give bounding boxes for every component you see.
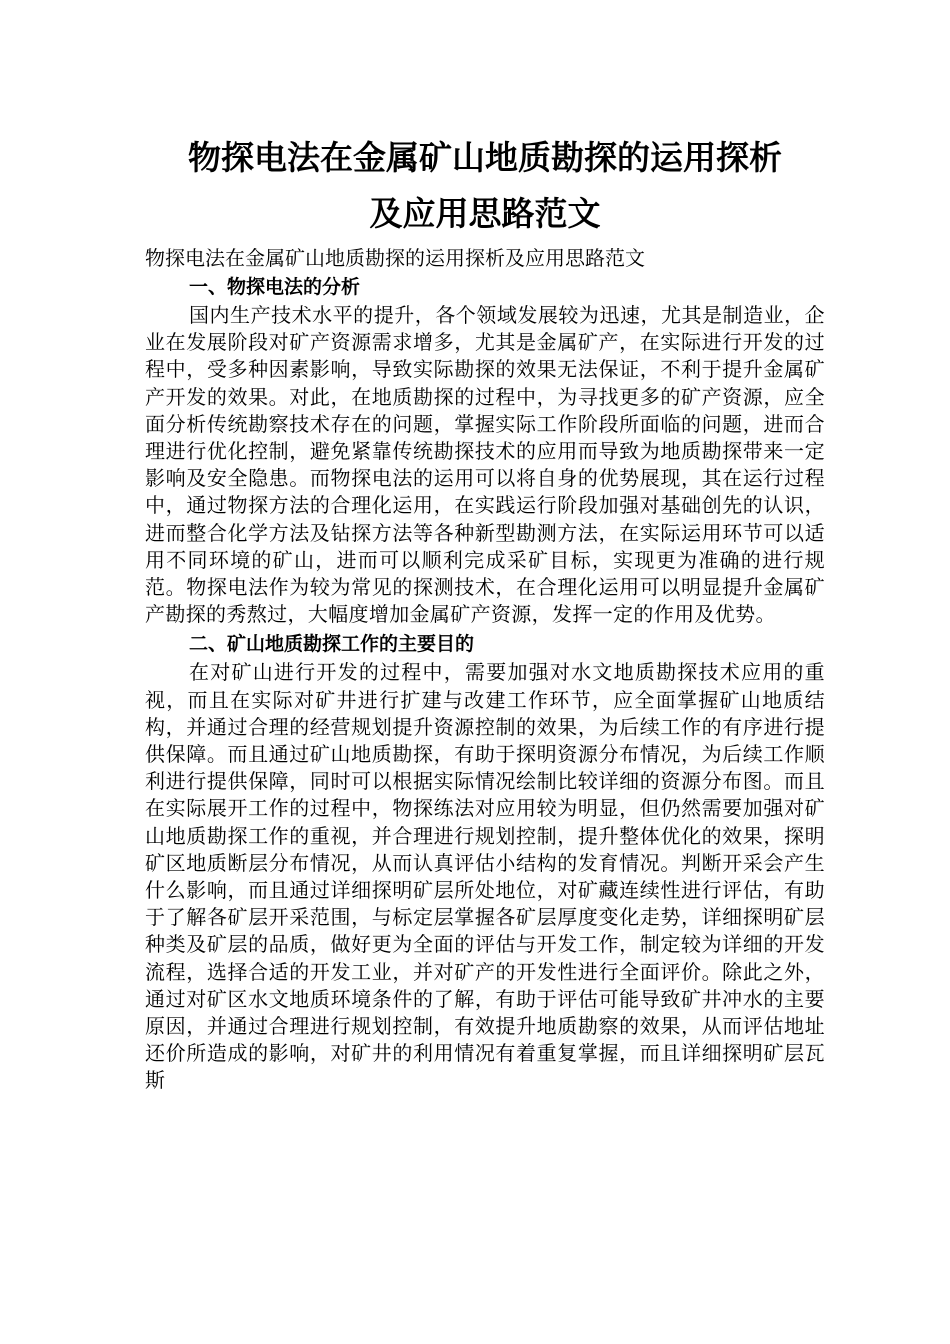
document-page xyxy=(145,130,825,1097)
title-line-2: 及应用思路范文 xyxy=(369,194,601,233)
document-subtitle: 物探电法在金属矿山地质勘探的运用探析及应用思路范文 xyxy=(145,246,645,270)
section-1 xyxy=(145,273,825,628)
section-paragraph: 国内生产技术水平的提升，各个领域发展较为迅速，尤其是制造业，企业在发展阶段对矿产资源需求增多，尤其是金属矿产，在实际进行开发的过程中，受多种因素影响，导致实际勘探的效果无法保证，不利于提升金属矿产开发的效果。对此，在地质勘探的过程中，为寻找更多的矿产资源，应全面分析传统勘察技术存在的问题，掌握实际工作阶段所面临的问题，进而合理进行优化控制，避免紧靠传统勘探技术的应用而导致为地质勘探带来一定影响及安全隐患。而物探电法的运用可以将自身的优势展现，其在运行过程中，通过物探方法的合理化运用，在实践运行阶段加强对基础创先的认识，进而整合化学方法及钻探方法等各种新型勘测方法，在实际运用环节可以适用不同环境的矿山，进而可以顺利完成采矿目标，实现更为准确的进行规范。物探电法作为较为常见的探测技术，在合理化运用可以明显提升金属矿产勘探的秀熬过，大幅度增加金属矿产资源，发挥一定的作用及优势。 xyxy=(145,303,825,627)
section-heading: 一、物探电法的分析 xyxy=(189,276,361,298)
section-paragraph: 在对矿山进行开发的过程中，需要加强对水文地质勘探技术应用的重视，而且在实际对矿井进行扩建与改建工作环节，应全面掌握矿山地质结构，并通过合理的经营规划提升资源控制的效果，为后续工作的有序进行提供保障。而且通过矿山地质勘探，有助于探明资源分布情况，为后续工作顺利进行提供保障，同时可以根据实际情况绘制比较详细的资源分布图。而且在实际展开工作的过程中，物探练法对应用较为明显，但仍然需要加强对矿山地质勘探工作的重视，并合理进行规划控制，提升整体优化的效果，探明矿区地质断层分布情况，从而认真评估小结构的发育情况。判断开采会产生什么影响，而且通过详细探明矿层所处地位，对矿藏连续性进行评估，有助于了解各矿层开采范围，与标定层掌握各矿层厚度变化走势，详细探明矿层种类及矿层的品质，做好更为全面的评估与开发工作，制定较为详细的开发流程，选择合适的开发工业，并对矿产的开发性进行全面评价。除此之外，通过对矿区水文地质环境条件的了解，有助于评估可能导致矿井冲水的主要原因，并通过合理进行规划控制，有效提升地质勘察的效果，从而评估地址还价所造成的影响，对矿井的利用情况有着重复掌握，而且详细探明矿层瓦斯 xyxy=(145,660,825,1093)
section-heading: 二、矿山地质勘探工作的主要目的 xyxy=(189,633,475,656)
section-2 xyxy=(145,630,825,1094)
title-line-1: 物探电法在金属矿山地质勘探的运用探析 xyxy=(188,138,782,177)
document-title xyxy=(145,130,825,242)
